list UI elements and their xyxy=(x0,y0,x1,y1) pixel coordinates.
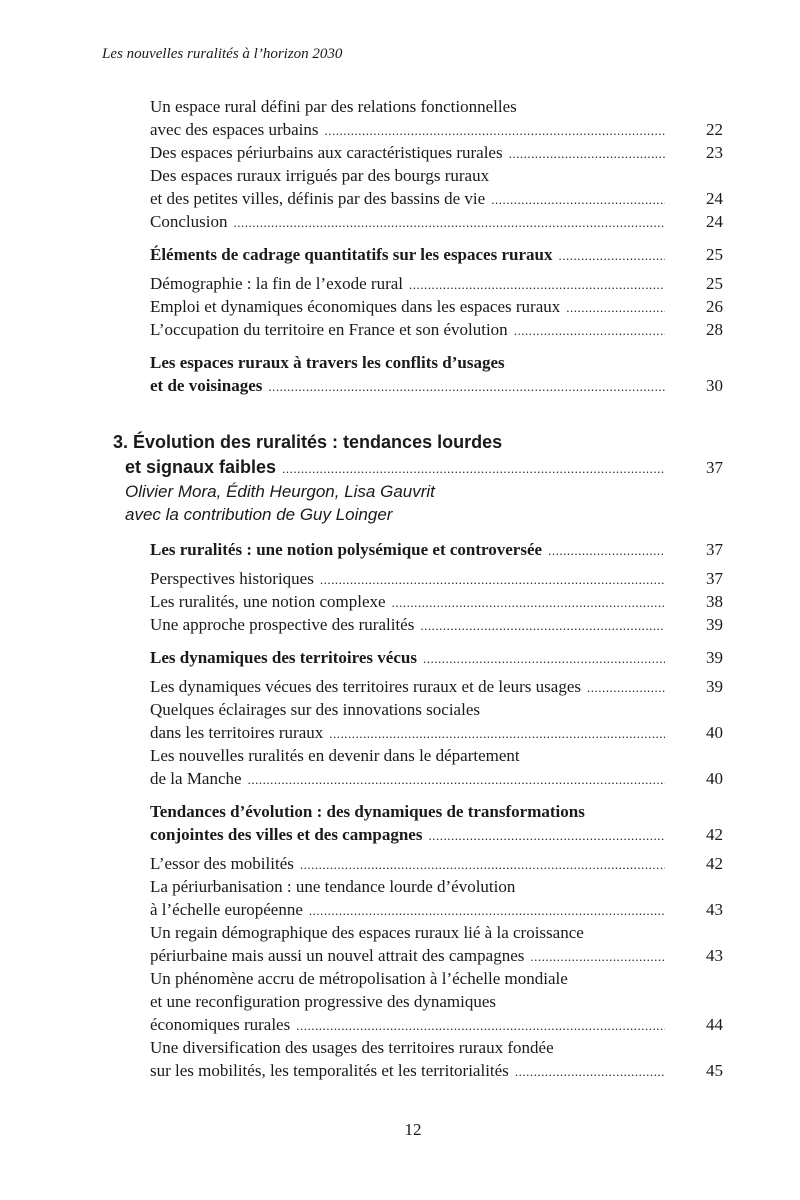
toc-entry[interactable] xyxy=(150,164,723,210)
toc-entry-title: Emploi et dynamiques économiques dans les espaces ruraux xyxy=(150,297,561,316)
toc-entry-title: Des espaces ruraux irrigués par des bourgs ruraux xyxy=(150,166,490,185)
toc-page-number: 28 xyxy=(706,320,723,339)
toc-entry-title: Un regain démographique des espaces ruraux lié à la croissance xyxy=(150,923,584,942)
dot-leader xyxy=(530,944,665,968)
toc-line xyxy=(150,646,723,669)
toc-line xyxy=(150,295,723,318)
dot-leader xyxy=(428,823,665,847)
dot-leader xyxy=(409,272,665,296)
toc-entry[interactable] xyxy=(150,210,723,233)
toc-page-number: 40 xyxy=(706,769,723,788)
toc-entry-title: Un phénomène accru de métropolisation à l’échelle mondiale xyxy=(150,969,568,988)
toc-entry-title: Les dynamiques des territoires vécus xyxy=(150,648,417,667)
toc-page-number: 38 xyxy=(706,592,723,611)
dot-leader xyxy=(566,295,665,319)
toc-entry-title: La périurbanisation : une tendance lourde d’évolution xyxy=(150,877,516,896)
dot-leader xyxy=(300,852,665,876)
toc-line xyxy=(150,613,723,636)
toc-entry-title: Les nouvelles ruralités en devenir dans le département xyxy=(150,746,520,765)
toc-line xyxy=(150,1059,723,1082)
toc-section[interactable] xyxy=(150,646,723,669)
toc-page-number: 39 xyxy=(706,615,723,634)
toc-page-number: 26 xyxy=(706,297,723,316)
toc-entry[interactable] xyxy=(150,318,723,341)
dot-leader xyxy=(515,1059,665,1083)
dot-leader xyxy=(329,721,665,745)
toc-entry-title: à l’échelle européenne xyxy=(150,900,303,919)
toc-entry-title: Une diversification des usages des territoires ruraux fondée xyxy=(150,1038,554,1057)
toc-line xyxy=(150,374,723,397)
toc-page-number: 37 xyxy=(706,458,723,477)
toc-section[interactable] xyxy=(150,800,723,846)
dot-leader xyxy=(282,455,665,481)
toc-entry[interactable] xyxy=(150,675,723,698)
toc-chapter[interactable] xyxy=(113,430,723,480)
toc-entry[interactable] xyxy=(150,852,723,875)
toc-entry[interactable] xyxy=(150,1036,723,1082)
toc-entry[interactable] xyxy=(150,744,723,790)
dot-leader xyxy=(325,118,665,142)
toc-page-number: 42 xyxy=(706,854,723,873)
toc-entry-title: Des espaces périurbains aux caractéristiques rurales xyxy=(150,143,503,162)
toc-entry-title: et signaux faibles xyxy=(125,457,277,477)
toc-entry-title: Les dynamiques vécues des territoires ruraux et de leurs usages xyxy=(150,677,581,696)
toc-line xyxy=(150,567,723,590)
toc-entry-title: Les ruralités : une notion polysémique et controversée xyxy=(150,540,543,559)
dot-leader xyxy=(509,141,665,165)
page-number: 12 xyxy=(404,1120,422,1139)
toc-line xyxy=(150,351,723,374)
toc-line xyxy=(150,187,723,210)
toc-page-number: 23 xyxy=(706,143,723,162)
toc-line xyxy=(150,852,723,875)
toc-page-number: 43 xyxy=(706,946,723,965)
toc-line xyxy=(150,721,723,744)
toc-line xyxy=(113,430,723,455)
dot-leader xyxy=(248,767,665,791)
toc-entry[interactable] xyxy=(150,613,723,636)
toc-section[interactable] xyxy=(150,243,723,266)
toc-entry[interactable] xyxy=(150,141,723,164)
dot-leader xyxy=(420,613,665,637)
toc-entry-title: Perspectives historiques xyxy=(150,569,314,588)
toc-line xyxy=(150,210,723,233)
toc-page-number: 40 xyxy=(706,723,723,742)
toc-entry-title: Un espace rural défini par des relations fonctionnelles xyxy=(150,97,517,116)
toc-entry-title: Quelques éclairages sur des innovations sociales xyxy=(150,700,480,719)
running-header: Les nouvelles ruralités à l’horizon 2030 xyxy=(102,46,343,62)
dot-leader xyxy=(587,675,665,699)
dot-leader xyxy=(320,567,665,591)
table-of-contents xyxy=(113,95,723,1082)
toc-entry-title: Conclusion xyxy=(150,212,228,231)
dot-leader xyxy=(514,318,665,342)
author-line: avec la contribution de Guy Loinger xyxy=(125,505,393,524)
toc-page-number: 30 xyxy=(706,376,723,395)
toc-page-number: 24 xyxy=(706,189,723,208)
toc-entry-title: Les ruralités, une notion complexe xyxy=(150,592,386,611)
toc-line xyxy=(150,698,723,721)
toc-page-number: 44 xyxy=(706,1015,723,1034)
toc-entry[interactable] xyxy=(150,567,723,590)
toc-line xyxy=(150,95,723,118)
toc-entry-title: Éléments de cadrage quantitatifs sur les espaces ruraux xyxy=(150,245,553,264)
dot-leader xyxy=(548,538,665,562)
toc-line xyxy=(150,744,723,767)
dot-leader xyxy=(309,898,665,922)
toc-page-number: 22 xyxy=(706,120,723,139)
toc-page-number: 39 xyxy=(706,677,723,696)
author-line: Olivier Mora, Édith Heurgon, Lisa Gauvrit xyxy=(125,482,435,501)
toc-entry-title: périurbaine mais aussi un nouvel attrait des campagnes xyxy=(150,946,525,965)
toc-entry[interactable] xyxy=(150,95,723,141)
toc-page-number: 43 xyxy=(706,900,723,919)
toc-entry-title: sur les mobilités, les temporalités et les territorialités xyxy=(150,1061,509,1080)
toc-line xyxy=(150,767,723,790)
toc-entry[interactable] xyxy=(150,590,723,613)
toc-page-number: 25 xyxy=(706,274,723,293)
toc-line xyxy=(150,1013,723,1036)
toc-line xyxy=(150,164,723,187)
toc-entry-title: Les espaces ruraux à travers les conflits d’usages xyxy=(150,353,505,372)
toc-page-number: 39 xyxy=(706,648,723,667)
toc-line xyxy=(150,898,723,921)
toc-line xyxy=(150,875,723,898)
toc-page-number: 45 xyxy=(706,1061,723,1080)
toc-section[interactable] xyxy=(150,351,723,397)
toc-entry-title: Démographie : la fin de l’exode rural xyxy=(150,274,404,293)
toc-entry-title: économiques rurales xyxy=(150,1015,291,1034)
dot-leader xyxy=(392,590,665,614)
toc-entry[interactable] xyxy=(150,967,723,1036)
toc-line xyxy=(150,944,723,967)
toc-entry-title: avec des espaces urbains xyxy=(150,120,319,139)
toc-line xyxy=(113,455,723,480)
toc-entry-title: L’essor des mobilités xyxy=(150,854,294,873)
toc-line xyxy=(150,921,723,944)
toc-section[interactable] xyxy=(150,538,723,561)
toc-entry-title: et de voisinages xyxy=(150,376,263,395)
toc-entry-title: et des petites villes, définis par des bassins de vie xyxy=(150,189,486,208)
dot-leader xyxy=(491,187,665,211)
toc-line xyxy=(150,1036,723,1059)
toc-entry[interactable] xyxy=(150,698,723,744)
toc-entry[interactable] xyxy=(150,295,723,318)
toc-entry-title: 3. Évolution des ruralités : tendances lourdes xyxy=(113,432,503,452)
dot-leader xyxy=(423,646,665,670)
toc-entry-title: de la Manche xyxy=(150,769,242,788)
toc-entry[interactable] xyxy=(150,921,723,967)
dot-leader xyxy=(233,210,665,234)
toc-line xyxy=(150,538,723,561)
toc-line xyxy=(150,823,723,846)
toc-line xyxy=(150,990,723,1013)
toc-entry-title: conjointes des villes et des campagnes xyxy=(150,825,423,844)
toc-page-number: 37 xyxy=(706,569,723,588)
toc-line xyxy=(150,967,723,990)
dot-leader xyxy=(558,243,665,267)
toc-line xyxy=(150,118,723,141)
toc-entry-title: L’occupation du territoire en France et son évolution xyxy=(150,320,508,339)
toc-entry-title: et une reconfiguration progressive des dynamiques xyxy=(150,992,497,1011)
toc-page-number: 42 xyxy=(706,825,723,844)
toc-page-number: 25 xyxy=(706,245,723,264)
dot-leader xyxy=(268,374,665,398)
toc-line xyxy=(150,272,723,295)
toc-page-number: 24 xyxy=(706,212,723,231)
toc-entry[interactable] xyxy=(150,875,723,921)
toc-line xyxy=(150,675,723,698)
toc-entry[interactable] xyxy=(150,272,723,295)
chapter-authors xyxy=(125,480,723,526)
toc-line xyxy=(150,243,723,266)
toc-entry-title: dans les territoires ruraux xyxy=(150,723,324,742)
toc-entry-title: Tendances d’évolution : des dynamiques de transformations xyxy=(150,802,585,821)
toc-entry-title: Une approche prospective des ruralités xyxy=(150,615,415,634)
toc-line xyxy=(150,590,723,613)
toc-line xyxy=(150,318,723,341)
dot-leader xyxy=(296,1013,665,1037)
toc-line xyxy=(150,141,723,164)
toc-line xyxy=(150,800,723,823)
toc-page-number: 37 xyxy=(706,540,723,559)
